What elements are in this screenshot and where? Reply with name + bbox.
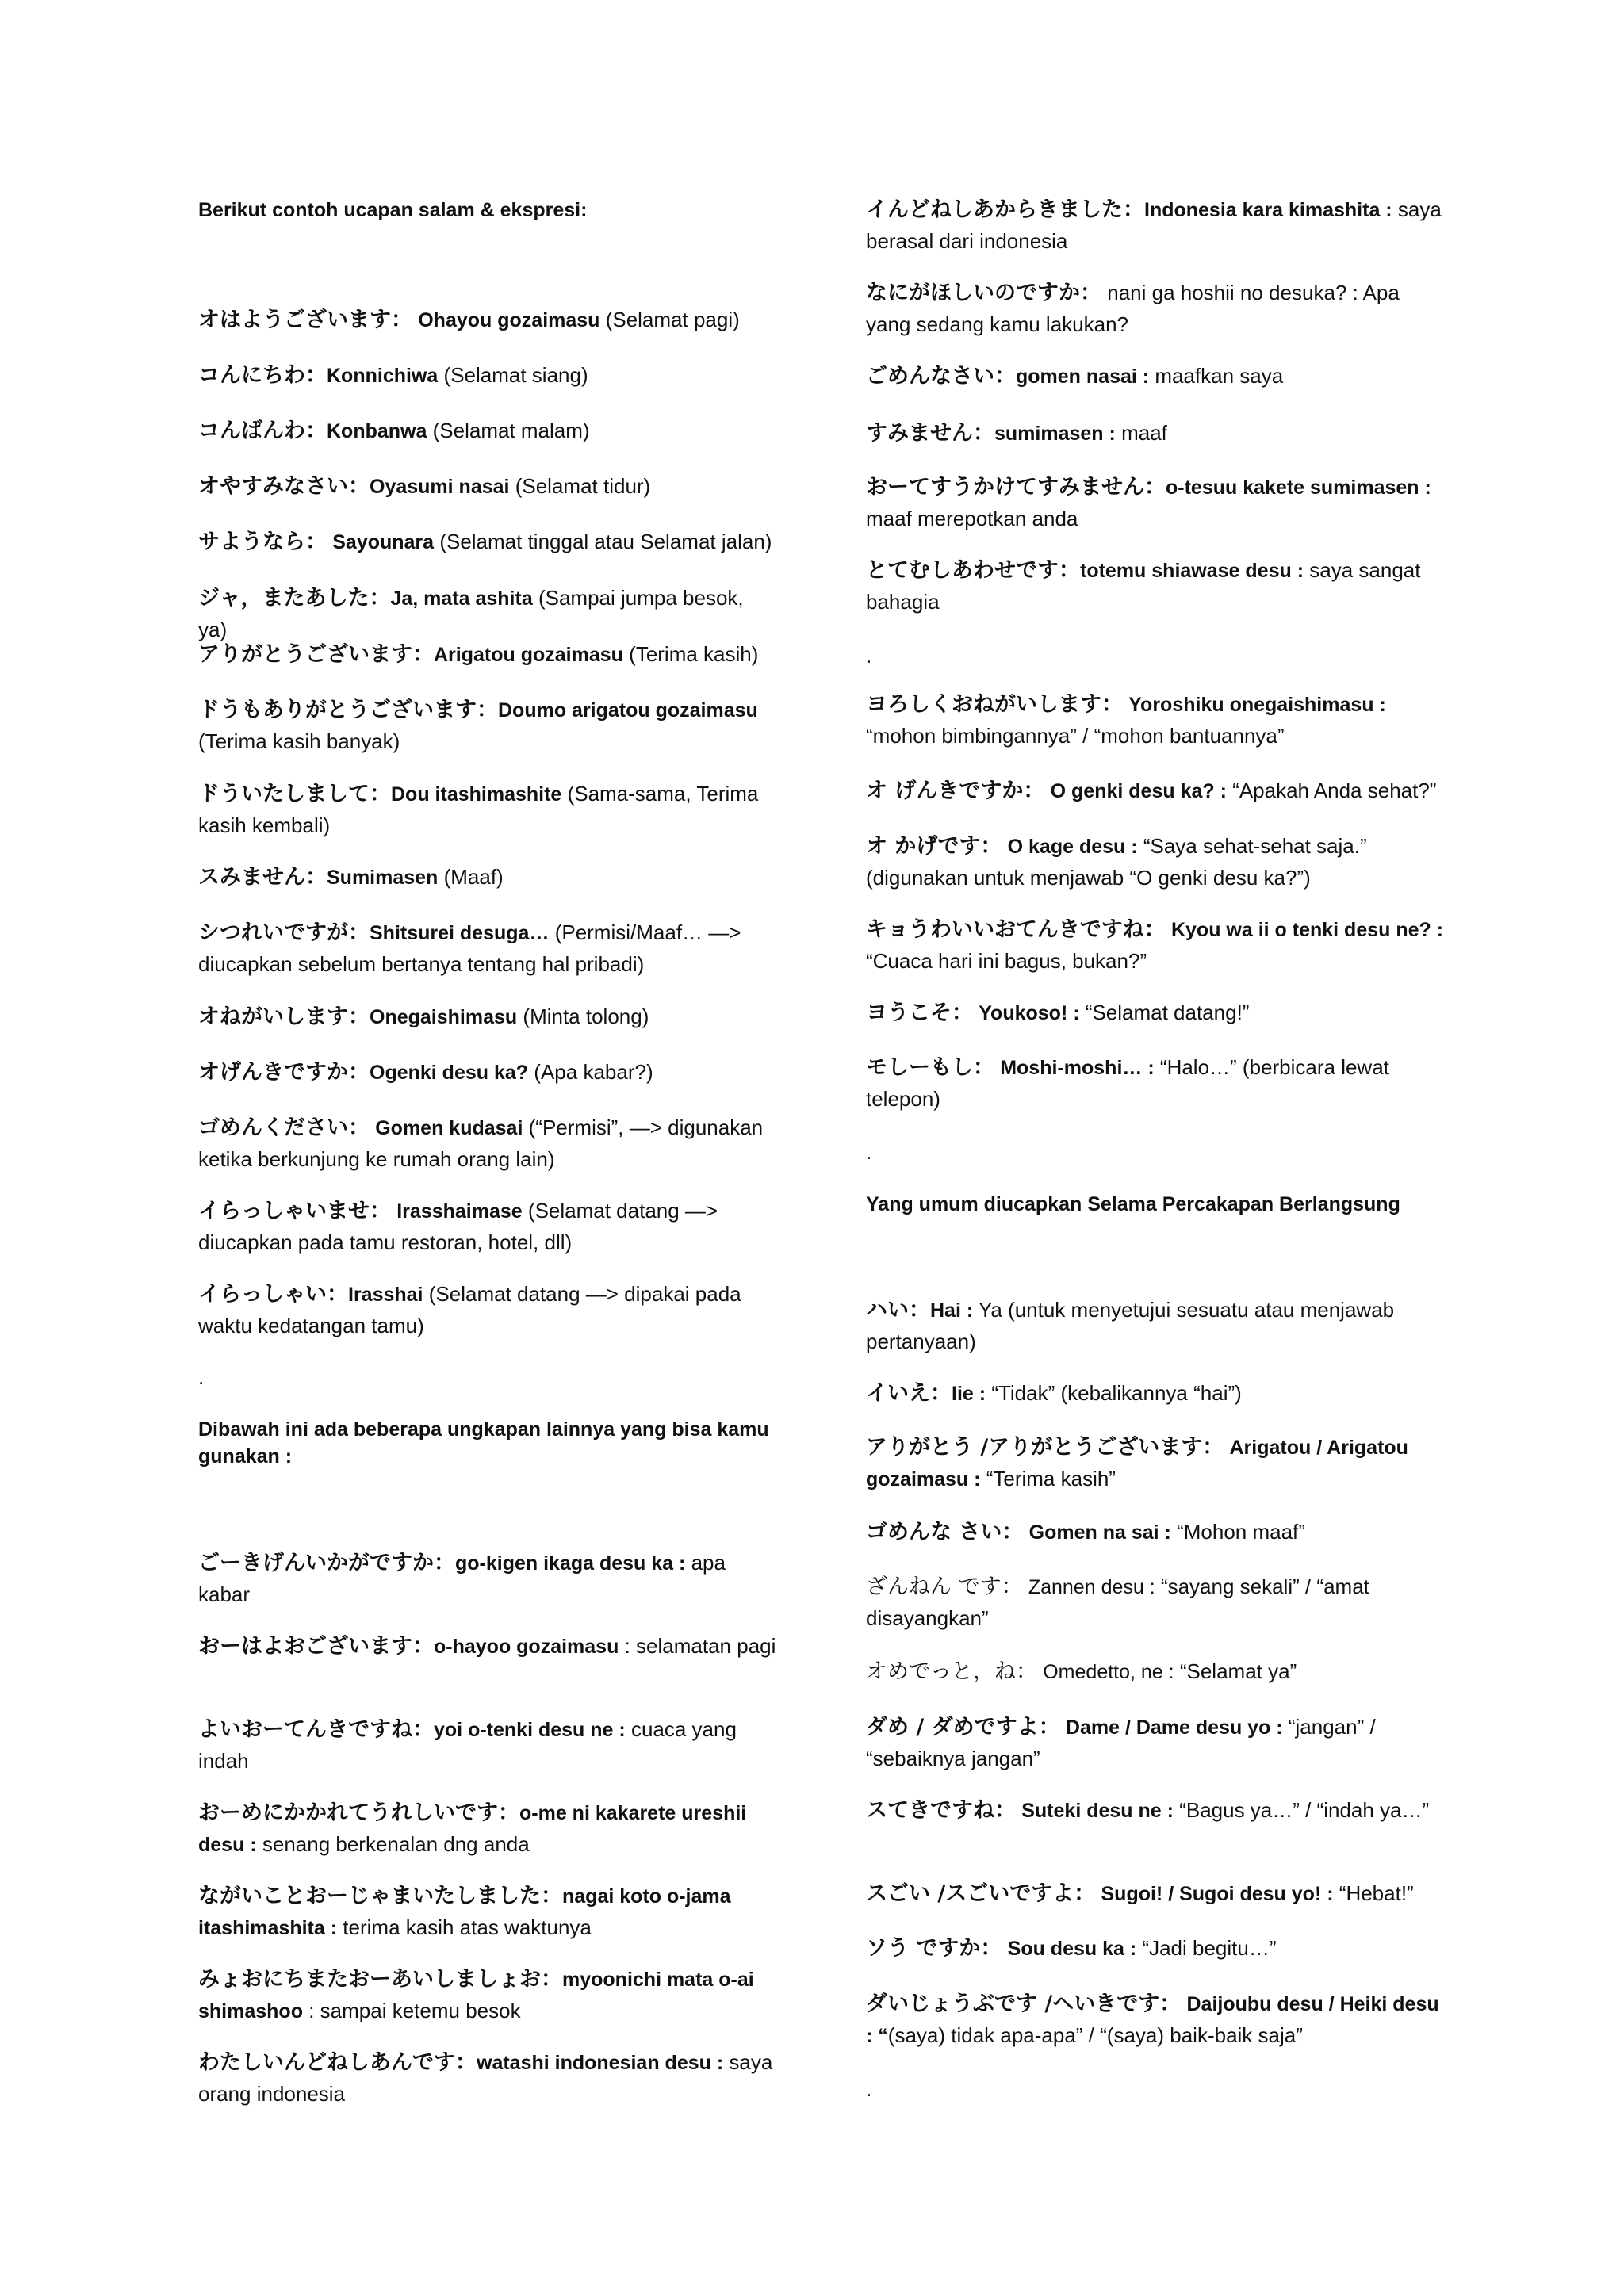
jp-text: おーてすうかけてすみません： bbox=[866, 475, 1166, 499]
meaning-text: Ya (untuk menyetujui sesuatu atau menjawab pertanyaan) bbox=[866, 1298, 1395, 1353]
romaji-text: Hai : bbox=[930, 1299, 974, 1322]
entry-gomen-kudasai bbox=[198, 1112, 777, 1175]
jp-text: ソう ですか： bbox=[866, 1936, 1002, 1961]
meaning-text: (Selamat malam) bbox=[432, 419, 590, 442]
jp-text: オげんきですか： bbox=[198, 1060, 370, 1085]
jp-text: ヨうこそ： bbox=[866, 1001, 973, 1025]
jp-text: ジャ，またあした： bbox=[198, 586, 391, 610]
romaji-text: Arigatou / Arigatou gozaimasu : bbox=[866, 1437, 1408, 1490]
entry-gokigen bbox=[198, 1548, 777, 1610]
entry-gomen-na-sai bbox=[866, 1517, 1445, 1548]
jp-text: オ かげです： bbox=[866, 834, 1002, 859]
meaning-text: “Mohon maaf” bbox=[1177, 1520, 1305, 1544]
meaning-text: (Permisi/Maaf… —> diucapkan sebelum bertanya tentang hal pribadi) bbox=[198, 920, 741, 976]
entry-totemu-shiawase bbox=[866, 555, 1445, 618]
meaning-text: maafkan saya bbox=[1155, 364, 1284, 388]
meaning-text: “Terima kasih” bbox=[986, 1467, 1116, 1490]
meaning-text: nani ga hoshii no desuka? : Apa yang sedang kamu lakukan? bbox=[866, 281, 1400, 336]
separator-dot: . bbox=[866, 1140, 872, 1164]
entry-kyou-wa bbox=[866, 914, 1445, 977]
meaning-text: cuaca yang indah bbox=[198, 1717, 737, 1773]
romaji-text: Ogenki desu ka? bbox=[370, 1062, 529, 1084]
jp-text: ごめんなさい： bbox=[866, 364, 1016, 388]
entry-nagai-koto bbox=[198, 1881, 777, 1944]
meaning-text: : sampai ketemu besok bbox=[308, 1999, 521, 2022]
jp-text: オ げんきですか： bbox=[866, 779, 1045, 803]
jp-text: ヨろしくおねがいします： bbox=[866, 692, 1123, 717]
romaji-text: Ohayou gozaimasu bbox=[418, 309, 600, 331]
romaji-text: Sayounara bbox=[332, 531, 435, 553]
entry-konbanwa bbox=[198, 415, 777, 447]
entry-watashi-indonesian bbox=[198, 2047, 777, 2110]
jp-text: オめでっと，ね： bbox=[866, 1659, 1037, 1684]
romaji-text: Daijoubu desu / Heiki desu : “ bbox=[866, 1993, 1439, 2047]
romaji-text: Dame / Dame desu yo : bbox=[1065, 1716, 1283, 1739]
entry-sumimasen-lower bbox=[866, 418, 1445, 450]
entry-irasshaimase bbox=[198, 1196, 777, 1258]
meaning-text: “Hebat!” bbox=[1339, 1881, 1414, 1905]
meaning-text: “Jadi begitu…” bbox=[1142, 1936, 1277, 1960]
jp-text: オやすみなさい： bbox=[198, 474, 370, 499]
section-heading-greetings: Berikut contoh ucapan salam & ekspresi: bbox=[198, 199, 588, 221]
jp-text: コんばんわ： bbox=[198, 419, 327, 443]
romaji-text: Oyasumi nasai bbox=[370, 476, 510, 498]
jp-text: ごーきげんいかがですか： bbox=[198, 1551, 455, 1575]
section-heading-conversation: Yang umum diucapkan Selama Percakapan Berlangsung bbox=[866, 1193, 1400, 1215]
entry-onegaishimasu bbox=[198, 1001, 777, 1033]
meaning-text: (Selamat tinggal atau Selamat jalan) bbox=[439, 530, 772, 553]
meaning-text: “Selamat datang!” bbox=[1085, 1001, 1250, 1024]
entry-indonesia-kara bbox=[866, 194, 1445, 257]
romaji-text: Iie : bbox=[952, 1383, 986, 1405]
entry-doumo-arigatou bbox=[198, 695, 777, 757]
entry-irasshai bbox=[198, 1279, 777, 1341]
romaji-text: Doumo arigatou gozaimasu bbox=[498, 699, 758, 721]
entry-zannen bbox=[866, 1571, 1445, 1634]
entry-gomen-nasai bbox=[866, 361, 1445, 392]
entry-sugoi bbox=[866, 1878, 1445, 1910]
entry-yoroshiku bbox=[866, 689, 1445, 752]
romaji-text: nagai koto o-jama itashimashita : bbox=[198, 1885, 731, 1939]
entry-oyasumi bbox=[198, 471, 777, 503]
jp-text: ながいことおーじゃまいたしました： bbox=[198, 1884, 562, 1908]
jp-text: オねがいします： bbox=[198, 1004, 370, 1029]
jp-text: アりがとう /アりがとうございます： bbox=[866, 1435, 1224, 1460]
meaning-text: : selamatan pagi bbox=[624, 1634, 776, 1658]
separator-dot: . bbox=[866, 2077, 872, 2101]
entry-konnichiwa bbox=[198, 360, 777, 392]
jp-text: キョうわいいおてんきですね： bbox=[866, 917, 1166, 942]
entry-shitsurei bbox=[198, 917, 777, 980]
meaning-text: (Selamat tidur) bbox=[515, 474, 651, 498]
meaning-text: maaf bbox=[1121, 421, 1167, 445]
jp-text: イらっしゃい： bbox=[198, 1282, 348, 1307]
romaji-text: totemu shiawase desu : bbox=[1080, 560, 1304, 582]
entry-omedetto bbox=[866, 1656, 1445, 1688]
jp-text: おーはよおございます： bbox=[198, 1634, 434, 1659]
jp-text: スごい /スごいですよ： bbox=[866, 1881, 1096, 1906]
romaji-text: Irasshaimase bbox=[396, 1200, 523, 1223]
entry-o-kage bbox=[866, 831, 1445, 894]
jp-text: ゴめんください： bbox=[198, 1115, 370, 1140]
meaning-text: saya berasal dari indonesia bbox=[866, 197, 1442, 253]
romaji-text: Konbanwa bbox=[327, 420, 427, 442]
jp-text: すみません： bbox=[866, 421, 994, 446]
romaji-text: Moshi-moshi… : bbox=[1000, 1057, 1155, 1079]
entry-ogenki bbox=[198, 1057, 777, 1089]
jp-text: モしーもし： bbox=[866, 1055, 994, 1080]
meaning-text: “jangan” / “sebaiknya jangan” bbox=[866, 1715, 1376, 1770]
jp-text: スてきですね： bbox=[866, 1798, 1016, 1823]
entry-nani-ga-hoshii bbox=[866, 277, 1445, 340]
meaning-text: “Halo…” (berbicara lewat telepon) bbox=[866, 1055, 1389, 1111]
meaning-text: (saya) tidak apa-apa” / “(saya) baik-baik saja” bbox=[887, 2023, 1303, 2047]
meaning-text: “Tidak” (kebalikannya “hai”) bbox=[991, 1381, 1242, 1405]
jp-text: みょおにちまたおーあいしましょお： bbox=[198, 1967, 562, 1992]
meaning-text: (Selamat siang) bbox=[443, 363, 588, 387]
entry-youkoso bbox=[866, 997, 1445, 1029]
entry-otesuu-kakete bbox=[866, 472, 1445, 534]
romaji-text: O kage desu : bbox=[1007, 836, 1138, 858]
meaning-text: “mohon bimbingannya” / “mohon bantuannya” bbox=[866, 724, 1285, 748]
romaji-text: Irasshai bbox=[348, 1284, 423, 1306]
jp-text: ダめ / ダめですよ： bbox=[866, 1715, 1060, 1739]
jp-text: ハい： bbox=[866, 1298, 930, 1322]
romaji-text: go-kigen ikaga desu ka : bbox=[455, 1552, 686, 1575]
meaning-text: (Selamat datang —> dipakai pada waktu kedatangan tamu) bbox=[198, 1282, 741, 1337]
romaji-text: Arigatou gozaimasu bbox=[434, 644, 623, 666]
romaji-text: sumimasen : bbox=[994, 423, 1116, 445]
romaji-text: Dou itashimashite bbox=[391, 783, 562, 806]
meaning-text: maaf merepotkan anda bbox=[866, 507, 1078, 530]
section-heading-other-expressions: Dibawah ini ada beberapa ungkapan lainnya yang bisa kamu gunakan : bbox=[198, 1418, 769, 1468]
jp-text: スみません： bbox=[198, 865, 327, 890]
meaning-text: (Terima kasih banyak) bbox=[198, 729, 400, 753]
romaji-text: Konnichiwa bbox=[327, 365, 439, 387]
jp-text: シつれいですが： bbox=[198, 920, 370, 945]
romaji-text: myoonichi mata o-ai shimashoo bbox=[198, 1969, 754, 2022]
entry-myoonichi bbox=[198, 1964, 777, 2027]
entry-sumimasen bbox=[198, 862, 777, 894]
jp-text: イらっしゃいませ： bbox=[198, 1199, 391, 1223]
meaning-text: (Maaf) bbox=[443, 865, 504, 889]
romaji-text: Ja, mata ashita bbox=[390, 587, 533, 610]
entry-suteki bbox=[866, 1795, 1445, 1827]
jp-text: よいおーてんきですね： bbox=[198, 1717, 434, 1742]
romaji-text: watashi indonesian desu : bbox=[477, 2052, 724, 2074]
romaji-text: Sou desu ka : bbox=[1007, 1938, 1137, 1960]
romaji-text: o-hayoo gozaimasu bbox=[434, 1636, 619, 1658]
jp-text: わたしいんどねしあんです： bbox=[198, 2050, 477, 2075]
jp-text: なにがほしいのですか： bbox=[866, 281, 1101, 305]
entry-o-genki bbox=[866, 775, 1445, 807]
entry-dou-itashimashite bbox=[198, 779, 777, 841]
meaning-text: “Cuaca hari ini bagus, bukan?” bbox=[866, 949, 1147, 973]
meaning-text: apa kabar bbox=[198, 1551, 726, 1606]
entry-ohayoo bbox=[198, 1631, 777, 1663]
romaji-text: Sumimasen bbox=[327, 867, 439, 889]
jp-text: ドういたしまして： bbox=[198, 782, 391, 806]
jp-text: コんにちわ： bbox=[198, 363, 327, 388]
jp-text: ドうもありがとうございます： bbox=[198, 698, 498, 722]
jp-text: サようなら： bbox=[198, 530, 327, 554]
meaning-text: “Selamat ya” bbox=[1179, 1659, 1297, 1683]
romaji-text: Indonesia kara kimashita : bbox=[1144, 199, 1392, 221]
jp-text: イいえ： bbox=[866, 1381, 952, 1406]
romaji-text: Suteki desu ne : bbox=[1021, 1800, 1174, 1822]
meaning-text: (Apa kabar?) bbox=[534, 1060, 653, 1084]
romaji-text: o-me ni kakarete ureshii desu : bbox=[198, 1802, 747, 1856]
meaning-text: “Saya sehat-sehat saja.” (digunakan untuk menjawab “O genki desu ka?”) bbox=[866, 834, 1367, 890]
romaji-text: yoi o-tenki desu ne : bbox=[434, 1719, 626, 1741]
meaning-text: (Sama-sama, Terima kasih kembali) bbox=[198, 782, 759, 837]
romaji-text: Shitsurei desuga… bbox=[370, 922, 550, 944]
jp-text: アりがとうございます： bbox=[198, 642, 434, 667]
meaning-text: (Selamat pagi) bbox=[605, 308, 740, 331]
meaning-text: (“Permisi”, —> digunakan ketika berkunjung ke rumah orang lain) bbox=[198, 1115, 764, 1171]
meaning-text: (Sampai jumpa besok, ya) bbox=[198, 586, 744, 641]
jp-text: とてむしあわせです： bbox=[866, 558, 1080, 583]
entry-sou-desu-ka bbox=[866, 1933, 1445, 1965]
entry-iie bbox=[866, 1378, 1445, 1410]
entry-yoi-otenki bbox=[198, 1714, 777, 1777]
entry-sayounara bbox=[198, 526, 777, 558]
romaji-text: Gomen kudasai bbox=[375, 1117, 523, 1139]
meaning-text: terima kasih atas waktunya bbox=[343, 1915, 592, 1939]
romaji-text: o-tesuu kakete sumimasen : bbox=[1166, 476, 1431, 499]
entry-moshi-moshi bbox=[866, 1052, 1445, 1115]
romaji-text: O genki desu ka? : bbox=[1050, 780, 1227, 802]
meaning-text: saya sangat bahagia bbox=[866, 558, 1421, 614]
entry-daijoubu bbox=[866, 1988, 1445, 2052]
jp-text: オはようございます： bbox=[198, 308, 412, 332]
separator-dot: . bbox=[866, 644, 872, 668]
meaning-text: “sayang sekali” / “amat disayangkan” bbox=[866, 1575, 1369, 1630]
jp-text: おーめにかかれてうれしいです： bbox=[198, 1800, 519, 1825]
entry-arigatou-conv bbox=[866, 1432, 1445, 1495]
romaji-text: Omedetto, ne : bbox=[1043, 1661, 1174, 1683]
meaning-text: saya orang indonesia bbox=[198, 2050, 773, 2106]
jp-text: ざんねん です： bbox=[866, 1575, 1023, 1599]
entry-arigatou bbox=[198, 639, 777, 671]
entry-dame bbox=[866, 1712, 1445, 1774]
meaning-text: “Apakah Anda sehat?” bbox=[1232, 779, 1437, 802]
meaning-text: “Bagus ya…” / “indah ya…” bbox=[1179, 1798, 1430, 1822]
meaning-text: senang berkenalan dng anda bbox=[262, 1832, 530, 1856]
entry-ja-mata-ashita bbox=[198, 583, 777, 645]
romaji-text: gomen nasai : bbox=[1016, 365, 1150, 388]
jp-text: ダいじょうぶです /ヘいきです： bbox=[866, 1992, 1182, 2016]
entry-hai bbox=[866, 1295, 1445, 1357]
jp-text: イんどねしあからきました： bbox=[866, 197, 1144, 222]
separator-dot: . bbox=[198, 1365, 205, 1389]
meaning-text: (Selamat datang —> diucapkan pada tamu restoran, hotel, dll) bbox=[198, 1199, 718, 1254]
romaji-text: Sugoi! / Sugoi desu yo! : bbox=[1101, 1883, 1334, 1905]
meaning-text: (Minta tolong) bbox=[523, 1004, 649, 1028]
romaji-text: Youkoso! : bbox=[979, 1002, 1080, 1024]
entry-ome-ni-kakarete bbox=[198, 1797, 777, 1861]
romaji-text: Yoroshiku onegaishimasu : bbox=[1128, 694, 1386, 716]
romaji-text: Gomen na sai : bbox=[1028, 1521, 1171, 1544]
romaji-text: Onegaishimasu bbox=[370, 1006, 518, 1028]
entry-ohayou bbox=[198, 304, 777, 336]
romaji-text: Kyou wa ii o tenki desu ne? : bbox=[1170, 919, 1444, 941]
romaji-text: Zannen desu : bbox=[1028, 1576, 1155, 1598]
jp-text: ゴめんな さい： bbox=[866, 1520, 1024, 1544]
meaning-text: (Terima kasih) bbox=[629, 642, 759, 666]
